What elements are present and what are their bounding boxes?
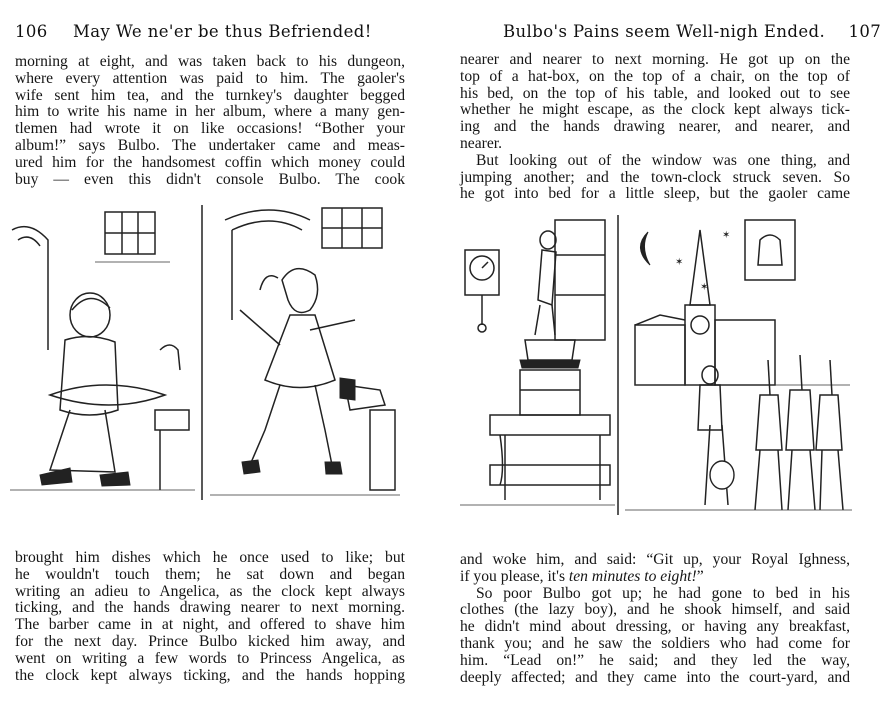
left-page-header (15, 22, 372, 42)
right-top-paragraph (460, 52, 850, 203)
right-running-head: Bulbo's Pains seem Well-nigh Ended. (503, 22, 826, 41)
text-line-with-italic (460, 569, 850, 586)
barber-panel (210, 208, 400, 495)
text-line: thank you; and he saw the soldiers who had come for (460, 634, 850, 652)
right-bottom-paragraph (460, 552, 850, 686)
text-line: whether he might escape, as the clock kept always tick- (460, 101, 850, 119)
text-line: deeply affected; and they came into the court-yard, and (460, 668, 850, 686)
soldier-group (698, 355, 843, 510)
left-running-head: May We ne'er be thus Befriended! (73, 22, 372, 41)
climbing-panel (460, 220, 615, 505)
text-line: brought him dishes which he once used to like; but (15, 549, 405, 566)
text-line: him. “Lead on!” he said; and they led the way, (460, 651, 850, 669)
star-icon: ✶ (700, 282, 709, 293)
text-line: album!” says Bulbo. The undertaker came and meas- (15, 136, 405, 154)
illustration-climbing-and-soldiers (460, 210, 855, 540)
text-line: nearer and nearer to next morning. He got up on the (460, 51, 850, 68)
italic-phrase: ten minutes to eight! (568, 567, 697, 585)
text-line: and woke him, and said: “Git up, your Royal Ighness, (460, 551, 850, 568)
text-line: clothes (the lazy boy), and he shook himself, and said (460, 601, 850, 619)
text-line: he got into bed for a little sleep, but the gaoler came (460, 185, 850, 203)
text-line: The barber came in at night, and offered to shave him (15, 616, 405, 634)
text-line: writing an adieu to Angelica, as the clock kept always (15, 582, 405, 600)
text-segment: if you please, it's (460, 567, 569, 585)
text-line: But looking out of the window was one thing, and (476, 151, 850, 169)
text-line: So poor Bulbo got up; he had gone to bed in his (476, 584, 850, 602)
left-top-paragraph (15, 54, 405, 188)
text-line: where every attention was paid to him. The gaoler's (15, 69, 405, 87)
text-line: went on writing a few words to Princess Angelica, as (15, 649, 405, 667)
right-page-header (503, 22, 881, 42)
text-line: wife sent him tea, and the turnkey's daughter begged (15, 86, 405, 104)
text-line: he wouldn't touch them; he sat down and began (15, 565, 405, 583)
text-line: ing and the hands drawing nearer, and nearer, and (460, 118, 850, 136)
soldiers-panel (625, 220, 852, 510)
text-line: nearer. (460, 134, 502, 152)
illustration-cook-and-barber (10, 200, 405, 540)
left-page-number: 106 (15, 22, 48, 41)
text-line: ticking, and the hands drawing nearer to next morning. (15, 599, 405, 617)
text-line: the clock kept always ticking, and the hands hopping (15, 666, 405, 684)
star-icon: ✶ (722, 230, 731, 241)
text-line: top of a hat-box, on the top of a chair, on the top of (460, 67, 850, 85)
text-line: for the next day. Prince Bulbo kicked him away, and (15, 632, 405, 650)
text-segment: ” (696, 567, 704, 585)
text-line: ured him for the handsomest coffin which money could (15, 153, 405, 171)
text-line: he didn't mind about dressing, or having any breakfast, (460, 618, 850, 636)
text-line: his bed, on the top of his table, and looked out to see (460, 84, 850, 102)
text-line: buy — even this didn't console Bulbo. The cook (15, 170, 405, 188)
left-bottom-paragraph (15, 550, 405, 684)
right-page-number: 107 (848, 22, 881, 41)
text-line: morning at eight, and was taken back to his dungeon, (15, 53, 405, 70)
text-line: tlemen had wrote it on like occasions! “Bother your (15, 120, 405, 138)
text-line: him to write his name in her album, where a many gen- (15, 103, 405, 121)
star-icon: ✶ (675, 257, 684, 268)
right-page (445, 0, 881, 706)
text-line: jumping another; and the town-clock struck seven. So (460, 168, 850, 186)
left-page (0, 0, 430, 706)
cook-panel (10, 212, 195, 490)
